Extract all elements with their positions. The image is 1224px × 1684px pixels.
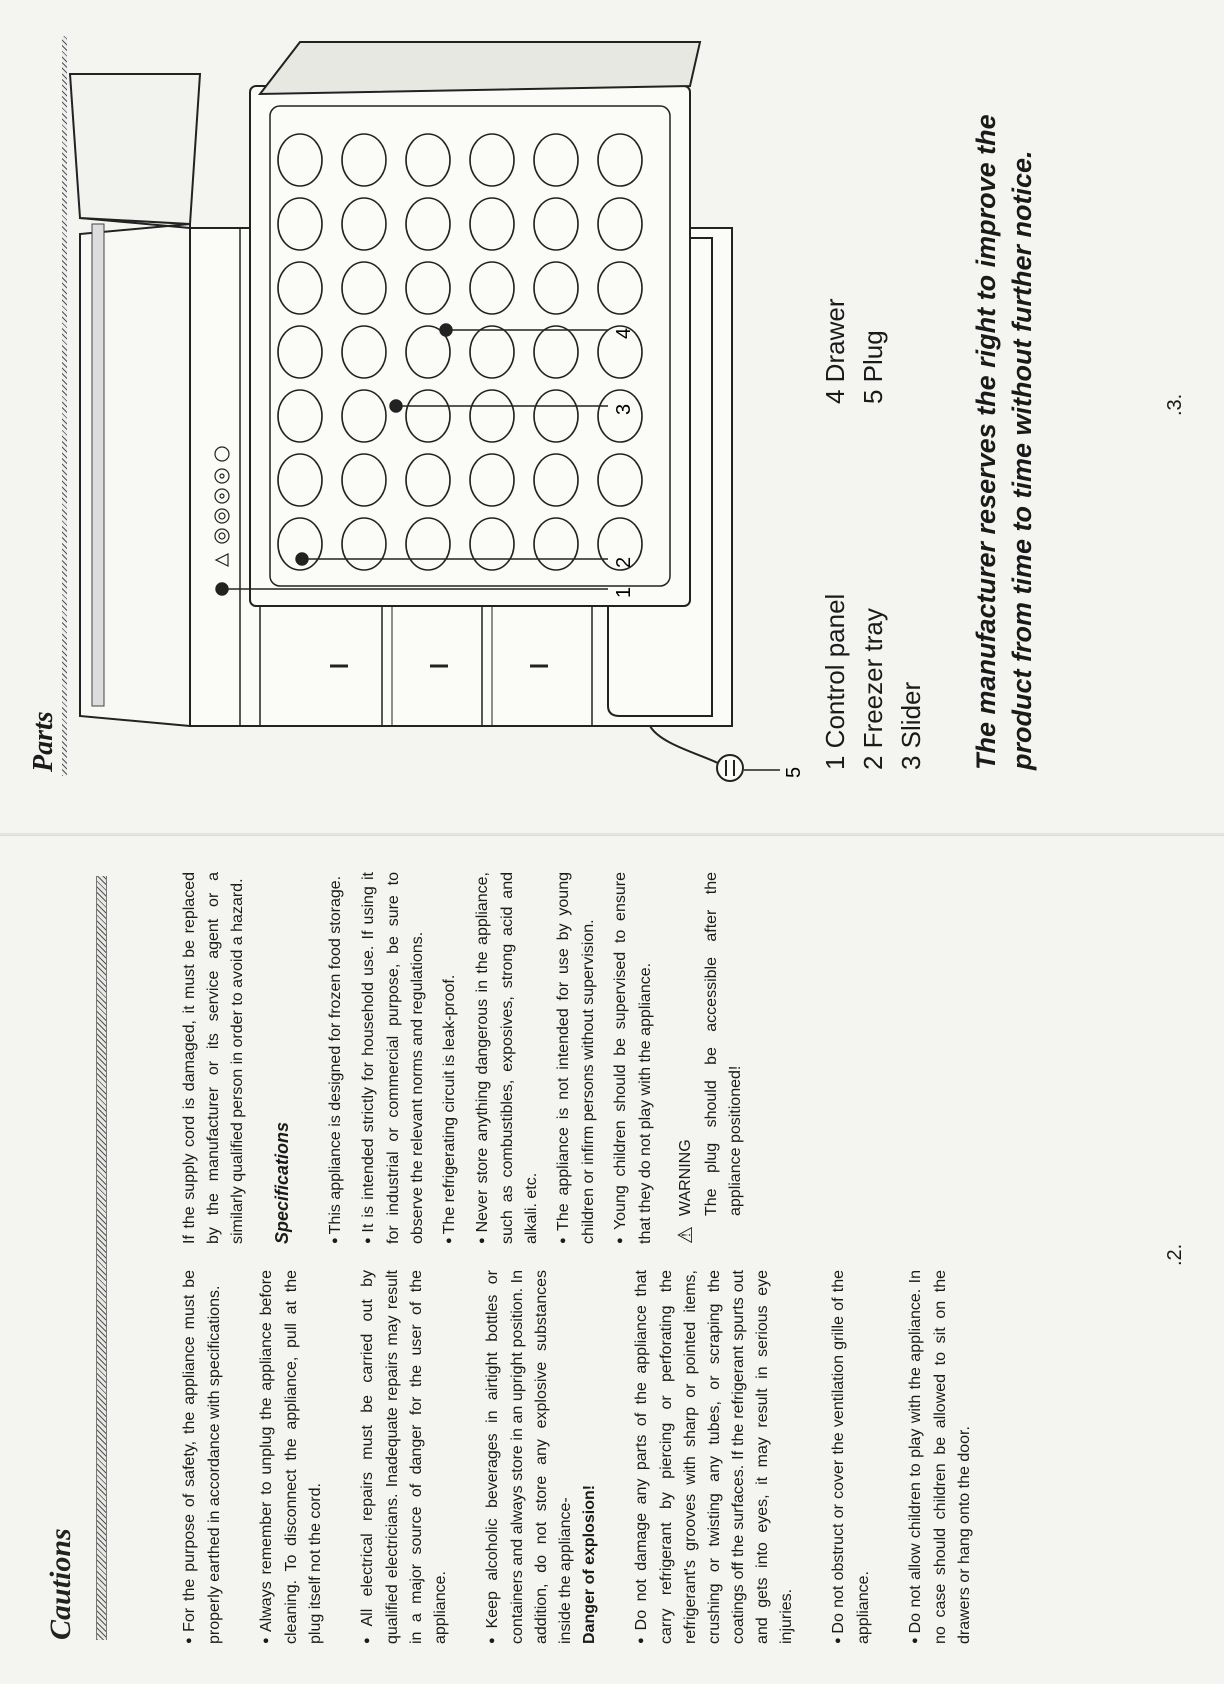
spec-frozen-food: ● This appliance is designed for frozen food storage. bbox=[324, 872, 349, 1244]
cautions-title: Cautions bbox=[44, 1528, 77, 1640]
warning-triangle-icon: ⚠ bbox=[675, 1226, 697, 1244]
caution-repairs: ● All electrical repairs must be carried out by qualified electricians. Inadequate repairs may result in a major source of danger for the user of the appliance. bbox=[356, 1270, 453, 1644]
caution-ventilation: ● Do not obstruct or cover the ventilation grille of the appliance. bbox=[827, 1270, 876, 1644]
callout-1: 1 bbox=[613, 586, 635, 598]
callout-3: 3 bbox=[613, 403, 635, 415]
page-number-right: .3. bbox=[1164, 393, 1186, 416]
warning-text: The plug should be accessible after the appliance positioned! bbox=[703, 872, 744, 1216]
cautions-page bbox=[0, 834, 1224, 1684]
legend-plug: 5 Plug bbox=[858, 330, 888, 404]
spec-household: ● It is intended strictly for household use. If using it for industrial or commercial purpose, be sure to observe the relevant norms and regulations. bbox=[357, 872, 430, 1244]
legend-slider: 3 Slider bbox=[896, 681, 926, 770]
cautions-title-rule bbox=[96, 876, 107, 1640]
explosion-warning: Danger of explosion! bbox=[581, 1484, 598, 1644]
callout-2: 2 bbox=[613, 556, 635, 568]
caution-earthing: ● For the purpose of safety, the appliance must be properly earthed in accordance with specifications. bbox=[178, 1270, 227, 1644]
plug bbox=[650, 726, 743, 781]
specifications-title: Specifications bbox=[272, 1121, 292, 1244]
parts-page bbox=[0, 0, 1224, 834]
callout-4: 4 bbox=[613, 327, 635, 339]
callout-5: 5 bbox=[783, 766, 805, 778]
improvement-notice: The manufacturer reserves the right to improve the product from time to time without further notice. bbox=[971, 114, 1037, 770]
warning-label: WARNING bbox=[677, 1139, 694, 1217]
freezer-diagram bbox=[0, 0, 1224, 834]
caution-alcohol-block bbox=[481, 1270, 602, 1644]
cautions-column-1 bbox=[178, 1270, 1005, 1644]
spec-dangerous: ● Never store anything dangerous in the appliance, such as combustibles, exposives, strong acid and alkali. etc. bbox=[471, 872, 544, 1244]
warning-heading bbox=[674, 872, 698, 1244]
parts-title: Parts bbox=[28, 711, 59, 772]
cautions-column-2 bbox=[178, 872, 748, 1244]
legend-freezer-tray: 2 Freezer tray bbox=[858, 608, 888, 770]
parts-legend-left bbox=[816, 594, 930, 770]
spec-leak-proof: ● The refrigerating circuit is leak-proof. bbox=[438, 872, 463, 1244]
legend-drawer: 4 Drawer bbox=[820, 298, 850, 404]
page-number-left: .2. bbox=[1164, 1243, 1186, 1266]
spec-supervision: ● The appliance is not intended for use by young children or infirm persons without supervision. bbox=[552, 872, 601, 1244]
parts-legend-right bbox=[816, 299, 892, 404]
caution-refrigerant: ● Do not damage any parts of the appliance that carry refrigerant by piercing or perforating the refrigerant's grooves with sharp or pointed items, crushing or twisting any tubes, or scraping the coatings off the surfaces. If the refrigerant spurts out and gets into eyes, it may result in serious eye injuries. bbox=[630, 1270, 799, 1644]
caution-unplug: ● Always remember to unplug the appliance before cleaning. To disconnect the appliance, pull at the plug itself not the cord. bbox=[255, 1270, 328, 1644]
supply-cord-note: If the supply cord is damaged, it must be replaced by the manufacturer or its service agent or a similarly qualified person in order to avoid a hazard. bbox=[181, 872, 246, 1244]
caution-alcohol: ● Keep alcoholic beverages in airtight bottles or containers and always store in an upright position. In addition, do not store any explosive substances inside the appliance- bbox=[484, 1270, 574, 1644]
caution-children: ● Do not allow children to play with the appliance. In no case should children be allowed to sit on the drawers or hang onto the door. bbox=[904, 1270, 977, 1644]
spec-children: ● Young children should be supervised to ensure that they do not play with the appliance. bbox=[609, 872, 658, 1244]
legend-control-panel: 1 Control panel bbox=[820, 593, 850, 770]
